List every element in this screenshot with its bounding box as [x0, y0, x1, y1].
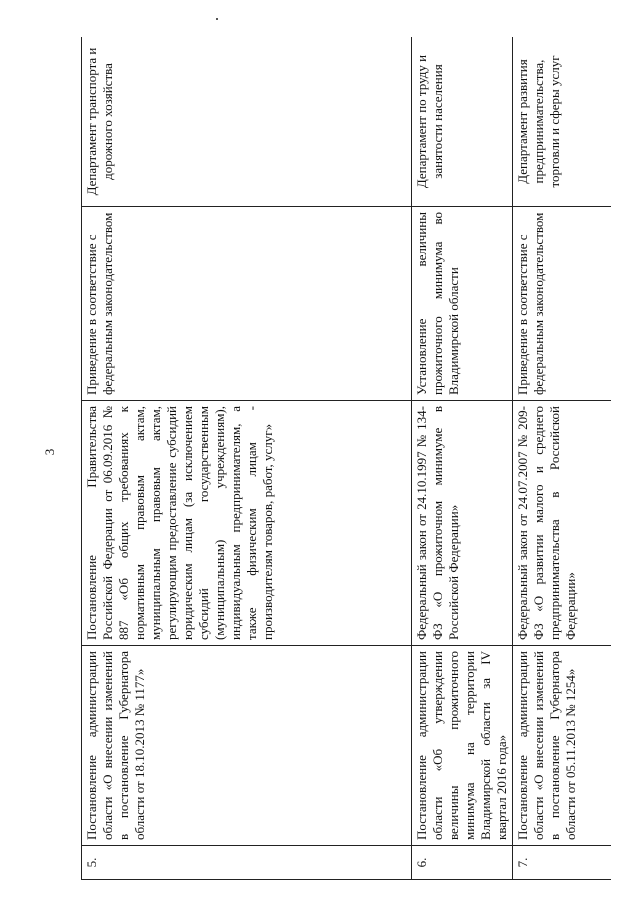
row-number: 7. — [513, 846, 612, 880]
table-row — [412, 37, 513, 880]
goal-cell: Установление величины прожиточного минимума во Владимирской области — [412, 207, 513, 401]
act-title: Постановление администрации области «О внесении изменений в постановление Губернатора области от 18.10.2013 № 1177» — [82, 646, 412, 846]
table-row — [513, 37, 612, 880]
table-row — [82, 37, 412, 880]
legal-basis: Федеральный закон от 24.10.1997 № 134-ФЗ «О прожиточном минимуме в Российской Федерации» — [412, 401, 513, 646]
goal-cell: Приведение в соответствие с федеральным законодательством — [82, 207, 412, 401]
scan-speck — [216, 18, 218, 20]
rotated-content — [81, 37, 611, 880]
row-number: 6. — [412, 846, 513, 880]
legal-basis: Федеральный закон от 24.07.2007 № 209-ФЗ «О развитии малого и среднего предпринимательства в Российской Федерации» — [513, 401, 612, 646]
responsible-department: Департамент развития предпринимательства, торговли и сферы услуг — [513, 37, 612, 207]
responsible-department: Департамент транспорта и дорожного хозяйства — [82, 37, 412, 207]
responsible-department: Департамент по труду и занятости населения — [412, 37, 513, 207]
legal-basis: Постановление Правительства Российской Федерации от 06.09.2016 № 887 «Об общих требованиях к нормативным правовым актам, муниципальным правовым актам, регулирующим предоставление субсидий юридическим лицам (за исключением субсидий государственным (муниципальным) учреждениям), индивидуальным предпринимателям, а также физическим лицам - производителям товаров, работ, услуг» — [82, 401, 412, 646]
legal-acts-table — [81, 37, 611, 880]
row-number: 5. — [82, 846, 412, 880]
rotated-table-area — [81, 37, 611, 880]
act-title: Постановление администрации области «Об утверждении величины прожиточного минимума на территории Владимирской области за IV квартал 2016 года» — [412, 646, 513, 846]
act-title: Постановление администрации области «О внесении изменений в постановление Губернатора области от 05.11.2013 № 1254» — [513, 646, 612, 846]
page-number: 3 — [42, 448, 57, 456]
goal-cell: Приведение в соответствие с федеральным законодательством — [513, 207, 612, 401]
